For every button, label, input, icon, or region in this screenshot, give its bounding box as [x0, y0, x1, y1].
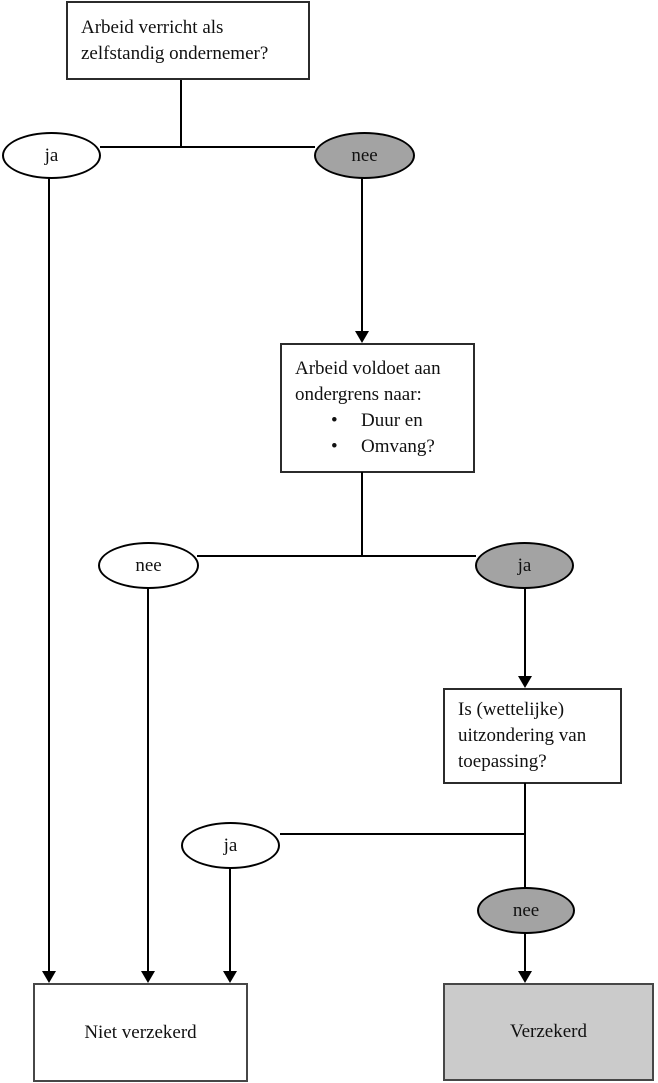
- decision-box-legal-exception: [443, 688, 622, 784]
- branch-label-nee-3: [477, 887, 575, 934]
- connector-row3-horizontal: [280, 833, 525, 835]
- arrowhead: [141, 971, 155, 983]
- outcome-box-not-insured: [33, 983, 248, 1082]
- decision-box-text-line: Arbeid verricht als: [81, 16, 224, 38]
- decision-box-self-employed: [66, 1, 310, 80]
- branch-label-nee-2: [98, 542, 199, 589]
- branch-label-text: ja: [223, 834, 238, 856]
- decision-box-text-line: toepassing?: [458, 751, 547, 772]
- connector-q3-down: [524, 783, 526, 888]
- branch-label-ja-3: [181, 822, 280, 869]
- decision-box-lower-threshold: [280, 343, 475, 473]
- arrow-line-ja1-to-not-insured: [48, 178, 50, 971]
- arrowhead: [518, 676, 532, 688]
- branch-label-text: nee: [351, 144, 378, 166]
- branch-label-ja-2: [475, 542, 574, 589]
- bullet-icon: •: [331, 410, 338, 431]
- arrowhead: [355, 331, 369, 343]
- branch-label-ja-1: [2, 132, 101, 179]
- decision-box-text-line: ondergrens naar:: [295, 384, 422, 405]
- arrowhead: [42, 971, 56, 983]
- branch-label-nee-1: [314, 132, 415, 179]
- decision-box-text-line: uitzondering van: [458, 725, 587, 746]
- connector-q2-down: [361, 472, 363, 557]
- bullet-icon: •: [331, 436, 338, 457]
- connector-row2-horizontal: [197, 555, 476, 557]
- arrow-line-nee1-to-q2: [361, 177, 363, 332]
- outcome-box-insured: [443, 983, 654, 1081]
- arrowhead: [223, 971, 237, 983]
- outcome-label: Verzekerd: [509, 1021, 587, 1042]
- arrow-line-nee2-to-not-insured: [147, 588, 149, 971]
- bullet-item-text: Duur en: [361, 410, 423, 431]
- connector-row1-horizontal: [100, 146, 315, 148]
- branch-label-text: nee: [135, 554, 162, 576]
- decision-box-text-line: Arbeid voldoet aan: [295, 358, 441, 379]
- branch-label-text: ja: [44, 144, 59, 166]
- arrow-line-ja3-to-not-insured: [229, 868, 231, 971]
- bullet-item: [295, 434, 467, 460]
- connector-q1-down: [180, 80, 182, 148]
- branch-label-text: ja: [517, 554, 532, 576]
- arrow-line-nee3-to-insured: [524, 932, 526, 971]
- decision-box-text-line: Is (wettelijke): [458, 699, 565, 720]
- bullet-item: [295, 408, 467, 434]
- outcome-label: Niet verzekerd: [84, 1021, 197, 1043]
- branch-label-text: nee: [512, 899, 540, 921]
- decision-box-text-line: zelfstandig ondernemer?: [81, 42, 269, 64]
- arrow-line-ja2-to-q3: [524, 587, 526, 676]
- arrowhead: [518, 971, 532, 983]
- bullet-item-text: Omvang?: [361, 436, 435, 457]
